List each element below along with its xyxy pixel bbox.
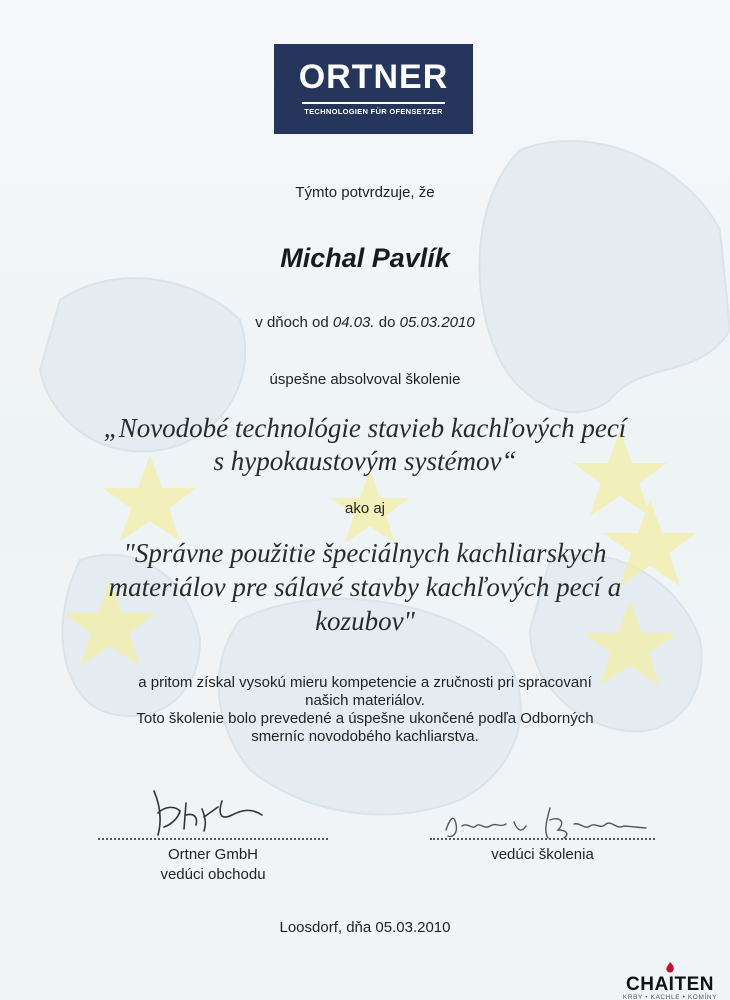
logo-rule [302, 102, 445, 104]
right-signature-role: vedúci školenia [491, 846, 594, 863]
chaiten-logo [610, 962, 730, 1000]
statement-line3: Toto školenie bolo prevedené a úspešne ukončené podľa Odborných [136, 710, 594, 727]
course2-line1: "Správne použitie špeciálnych kachliarskych [123, 538, 607, 568]
chaiten-name: CHAITEN [626, 974, 714, 995]
date-from: 04.03. [332, 314, 375, 331]
right-signature-line [430, 838, 655, 840]
date-range [0, 314, 730, 331]
statement-line4: smerníc novodobého kachliarstva. [251, 728, 479, 745]
ortner-logo [274, 44, 473, 134]
place-date: Loosdorf, dňa 05.03.2010 [279, 919, 451, 936]
right-signature-block [430, 838, 655, 863]
completed-text: úspešne absolvoval školenie [269, 371, 461, 388]
course2-line2: materiálov pre sálavé stavby kachľových pecí a [108, 572, 622, 602]
and-also-text: ako aj [344, 500, 386, 517]
course2-line3: kozubov" [315, 606, 415, 636]
statement-line1: a pritom získal vysokú mieru kompetencie a zručnosti pri spracovaní [138, 674, 592, 691]
flame-icon [663, 962, 677, 974]
left-signature [140, 785, 280, 840]
course1-line2: s hypokaustovým systémov“ [213, 446, 517, 476]
chaiten-sub: KRBY • KACHLE • KOMÍNY [622, 994, 718, 1000]
left-signature-org: Ortner GmbH [167, 846, 258, 863]
date-to: 05.03.2010 [399, 314, 475, 331]
logo-tagline: TECHNOLOGIEN FÜR OFENSETZER [304, 107, 443, 116]
date-middle: do [378, 314, 396, 331]
left-signature-line [98, 838, 328, 840]
date-prefix: v dňoch od [255, 314, 329, 331]
left-signature-role: vedúci obchodu [160, 866, 266, 883]
logo-name: ORTNER [298, 58, 449, 96]
left-signature-block [98, 838, 328, 883]
intro-text: Týmto potvrdzuje, že [295, 184, 435, 201]
statement-line2: našich materiálov. [305, 692, 425, 709]
recipient-name: Michal Pavlík [280, 243, 450, 273]
course1-line1: „Novodobé technológie stavieb kachľových pecí [103, 413, 627, 443]
